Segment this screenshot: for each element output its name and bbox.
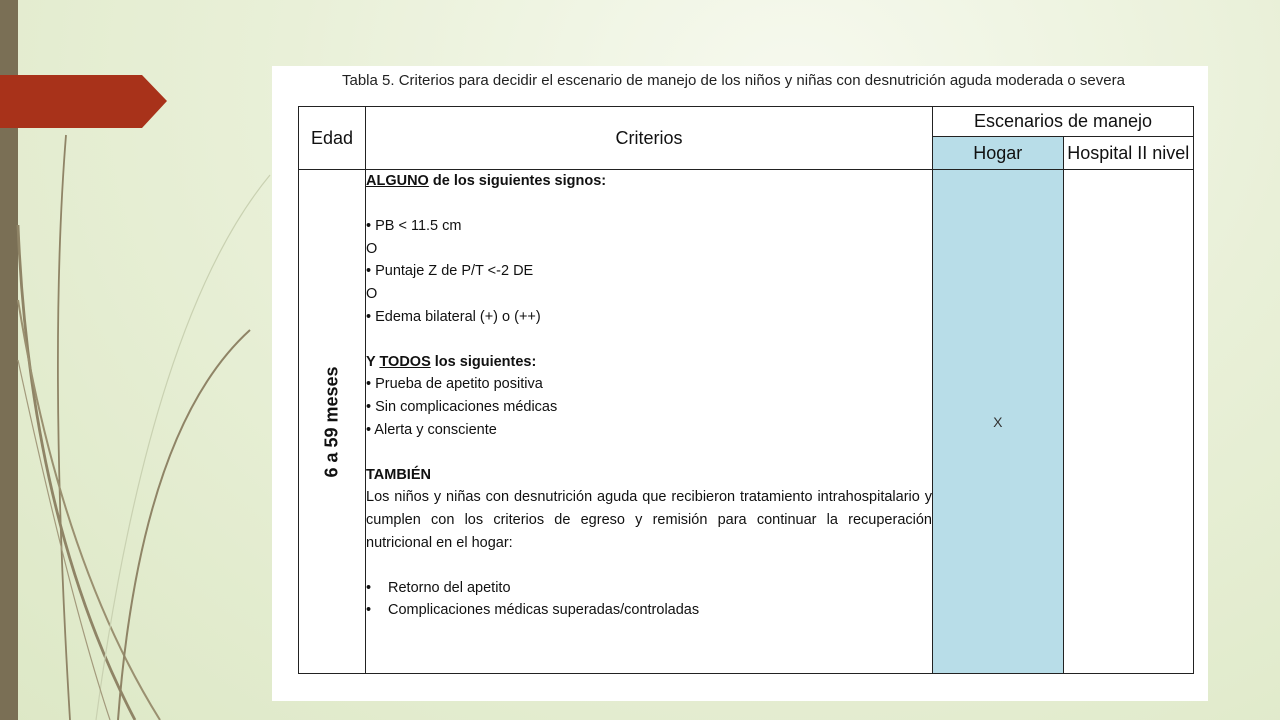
header-edad: Edad: [299, 107, 366, 170]
cell-hospital: [1063, 170, 1194, 674]
table-caption: Tabla 5. Criterios para decidir el escenario de manejo de los niños y niñas con desnutrición aguda moderada o severa: [342, 72, 1125, 89]
final-item: • Complicaciones médicas superadas/controladas: [366, 599, 932, 622]
age-range: 6 a 59 meses: [321, 365, 342, 478]
header-criterios: Criterios: [366, 107, 933, 170]
todos-heading: Y TODOS los siguientes:: [366, 353, 537, 370]
sign-item: O: [366, 285, 378, 302]
header-hogar: Hogar: [933, 137, 1064, 170]
sign-item: O: [366, 240, 378, 257]
sign-item: • PB < 11.5 cm: [366, 218, 462, 235]
todos-item: • Prueba de apetito positiva: [366, 376, 543, 393]
todos-item: • Alerta y consciente: [366, 421, 497, 438]
header-hospital: Hospital II nivel: [1063, 137, 1194, 170]
bullet-icon: •: [366, 579, 372, 596]
tambien-heading: TAMBIÉN: [366, 466, 431, 483]
cell-edad: [299, 170, 366, 674]
sign-item: • Puntaje Z de P/T <-2 DE: [366, 263, 534, 280]
final-item: • Retorno del apetito: [366, 577, 932, 600]
criteria-table: [298, 106, 1194, 674]
tambien-text: Los niños y niñas con desnutrición aguda que recibieron tratamiento intrahospitalario y cumplen con los criterios de egreso y remisión para continuar la recuperación nutricional en el hogar:: [366, 489, 932, 551]
decorative-grass-lines: [0, 0, 300, 720]
todos-item: • Sin complicaciones médicas: [366, 398, 558, 415]
cell-criterios: [366, 170, 933, 674]
table-image: [272, 66, 1208, 701]
cell-hogar: X: [933, 170, 1064, 674]
bullet-icon: •: [366, 602, 372, 619]
sign-item: • Edema bilateral (+) o (++): [366, 308, 541, 325]
header-escenarios: Escenarios de manejo: [933, 107, 1194, 137]
alguno-heading: ALGUNO de los siguientes signos:: [366, 173, 607, 189]
